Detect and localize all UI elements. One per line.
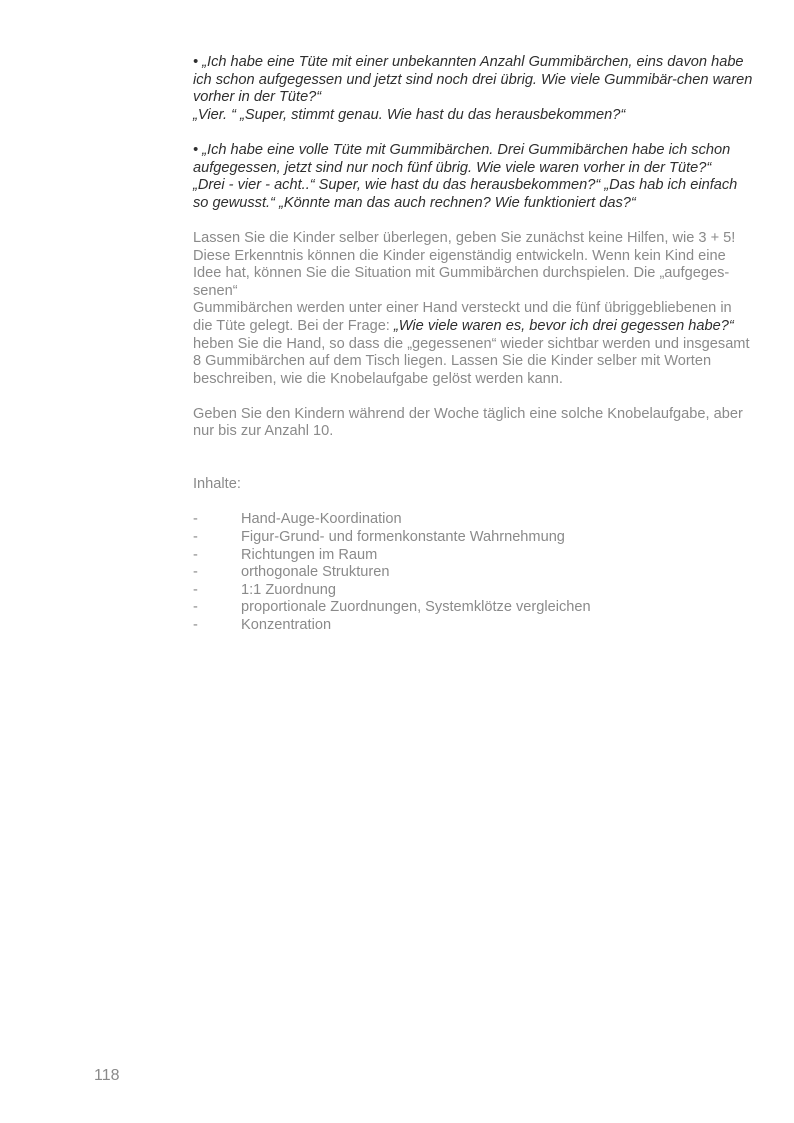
list-item-text: Figur-Grund- und formenkonstante Wahrnehmung — [241, 529, 565, 546]
list-item-text: Richtungen im Raum — [241, 546, 378, 563]
example-2-answer: „Drei - vier - acht..“ Super, wie hast du das herausbekommen?“ „Das hab ich einfach so gewusst.“ „Könnte man das auch rechnen? Wie funktioniert das?“ — [193, 177, 738, 211]
instruction-paragraph-part-2 — [193, 300, 753, 388]
list-item-text: orthogonale Strukturen — [241, 564, 390, 581]
page-number: 118 — [94, 1067, 120, 1084]
list-item — [193, 617, 753, 635]
instruction-paragraph-part-1: Lassen Sie die Kinder selber überlegen, geben Sie zunächst keine Hilfen, wie 3 + 5! Diese Erkenntnis können die Kinder eigenständig entwickeln. Wenn kein Kind eine Idee hat, können Sie die Situation mit Gummibärchen durchspielen. Die „aufgeges-senen“ — [193, 229, 736, 299]
example-1-answer: „Vier. “ „Super, stimmt genau. Wie hast du das herausbekommen?“ — [193, 106, 626, 123]
instruction-question: „Wie viele waren es, bevor ich drei gegessen habe?“ — [393, 317, 734, 334]
contents-heading: Inhalte: — [193, 476, 241, 493]
list-item-text: Hand-Auge-Koordination — [241, 511, 402, 528]
list-bullet: - — [193, 511, 198, 528]
list-item — [193, 529, 753, 547]
instruction-text: Gummibärchen werden unter einer Hand versteckt und die fünf übriggebliebenen in die Tüte gelegt. Bei der Frage: — [193, 300, 732, 334]
list-bullet: - — [193, 529, 198, 546]
list-bullet: - — [193, 617, 198, 633]
contents-list — [193, 511, 753, 634]
list-item-text: 1:1 Zuordnung — [241, 581, 336, 598]
list-item-text: Konzentration — [241, 617, 332, 633]
list-item — [193, 547, 753, 565]
list-bullet: - — [193, 546, 198, 563]
list-item — [193, 582, 753, 600]
list-bullet: - — [193, 581, 198, 598]
list-item-text: proportionale Zuordnungen, Systemklötze vergleichen — [241, 599, 591, 616]
instruction-text-continued: heben Sie die Hand, so dass die „gegessenen“ wieder sichtbar werden und insgesamt 8 Gummibärchen auf dem Tisch liegen. Lassen Sie die Kinder selber mit Worten beschreiben, wie die Knobelaufgabe gelöst werden kann. — [193, 335, 750, 387]
list-item — [193, 599, 753, 617]
list-bullet: - — [193, 564, 198, 581]
example-2-question: • „Ich habe eine volle Tüte mit Gummibärchen. Drei Gummibärchen habe ich schon aufgegessen, jetzt sind nur noch fünf übrig. Wie viele waren vorher in der Tüte?“ — [193, 141, 731, 176]
page-body — [193, 54, 753, 635]
weekly-task-paragraph: Geben Sie den Kindern während der Woche täglich eine solche Knobelaufgabe, aber nur bis zur Anzahl 10. — [193, 405, 743, 440]
list-bullet: - — [193, 599, 198, 616]
list-item — [193, 564, 753, 582]
example-1-question: • „Ich habe eine Tüte mit einer unbekannten Anzahl Gummibärchen, eins davon habe ich schon aufgegessen und jetzt sind noch drei übrig. Wie viele Gummibär-chen waren vorher in der Tüte?“ — [193, 54, 753, 106]
list-item — [193, 511, 753, 529]
